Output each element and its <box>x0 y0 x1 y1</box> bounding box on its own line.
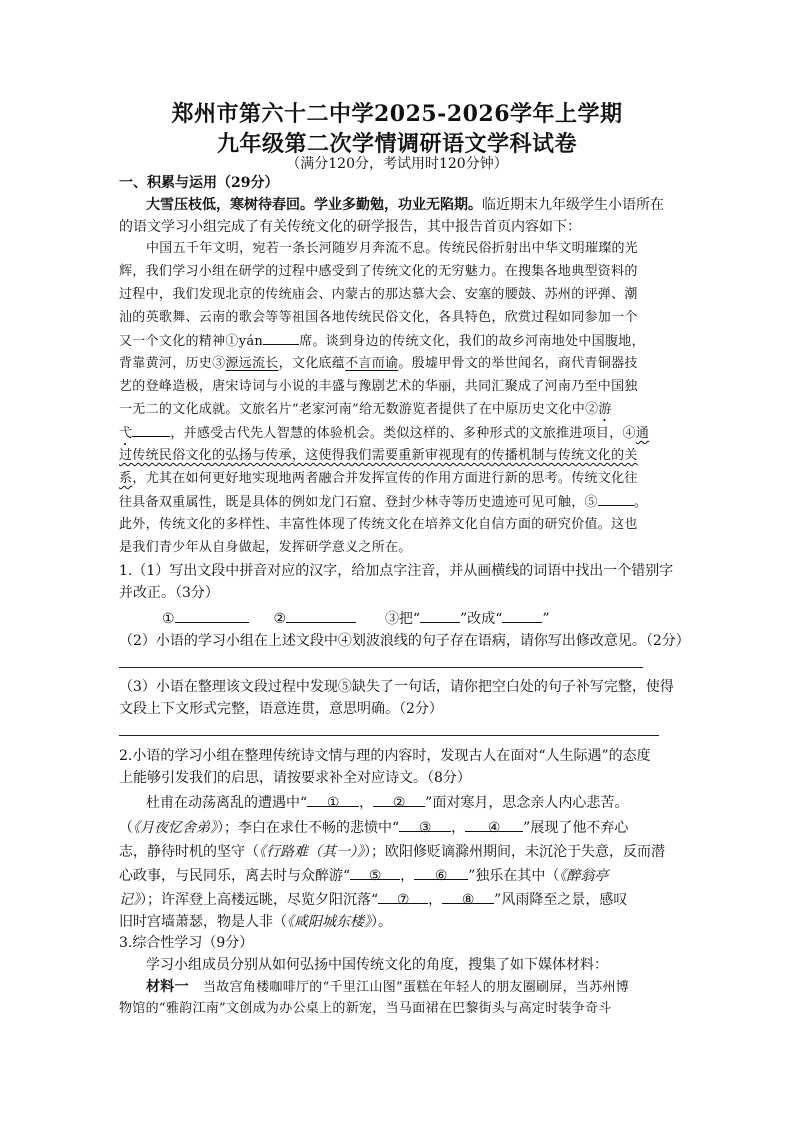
poem-text: ”面对寒月，思念亲人内心悲苦。 <box>425 795 629 811</box>
passage-line <box>119 353 679 375</box>
passage-text: 背靠黄河，历史③ <box>119 356 226 371</box>
answer-line[interactable] <box>119 667 643 668</box>
material-text: 当故宫角楼咖啡厅的“千里江山图”蛋糕在年轻人的朋友圈刷屏，当苏州博 <box>202 980 630 995</box>
passage-text: 一无二的文化成就。文旅名片“老家河南”给无数游览者提供了在中原历史文化中② <box>119 402 599 417</box>
passage-line <box>119 468 679 490</box>
poem-text: ”风雨降至之景，感叹 <box>494 892 628 908</box>
intro-bold: 大雪压枝低，寒树待春回。学业多勤勉，功业无陷期。 <box>146 197 482 213</box>
poem-blank-8[interactable] <box>442 889 494 908</box>
poem-blank-2[interactable] <box>373 792 425 811</box>
poem-blank-3[interactable] <box>399 817 451 836</box>
answer-num: ① <box>162 611 175 627</box>
q1-part2: （2）小语的学习小组在上述文段中④划波浪线的句子存在语病，请你写出修改意见。（2分） <box>119 633 690 649</box>
q1-part3: （3）小语在整理该文段过程中发现⑤缺失了一句话，请你把空白处的句子补写完整，使得 <box>119 679 674 695</box>
answer-blank-2[interactable] <box>286 608 356 623</box>
poem-text: 旧时宫墙萧瑟，物是人非（ <box>119 914 287 930</box>
passage-line <box>119 491 679 514</box>
blank-marker: ④ <box>487 820 501 836</box>
q1-part3: 文段上下文形式完整，语意连贯，意思明确。（2分） <box>119 701 443 717</box>
blank-marker: ③ <box>418 820 432 836</box>
intro-line2: 的语文学习小组完成了有关传统文化的研学报告，其中报告首页内容如下： <box>119 219 581 235</box>
poem-line <box>146 792 679 814</box>
answer-blank-3b[interactable] <box>502 608 542 623</box>
poem-text: ）；李白在求仕不畅的悲愤中“ <box>217 820 400 836</box>
passage-line: 辉，我们学习小组在研学的过程中感受到了传统文化的无穷魅力。在搜集各地典型资料的 <box>119 264 638 279</box>
passage-text: 。殷墟甲骨文的举世闻名，商代青铜器技 <box>398 356 638 371</box>
section-heading: 一、积累与运用（29分） <box>119 175 279 191</box>
q1-answer-row <box>162 608 722 630</box>
blank-marker: ⑧ <box>461 892 475 908</box>
passage-line: 艺的登峰造极，唐宋诗词与小说的丰盛与豫剧艺术的华丽，共同汇聚成了河南乃至中国独 <box>119 379 638 394</box>
poem-text: ）。 <box>371 914 392 930</box>
blank-marker: ⑤ <box>368 868 382 884</box>
passage-line <box>119 330 679 353</box>
citation: 《醉翁亭 <box>559 868 609 884</box>
poem-text: 志，静待时机的坚守（ <box>119 844 259 860</box>
poem-text: 杜甫在动荡离乱的遭遇中“ <box>146 795 308 811</box>
exam-title-line2: 九年级第二次学情调研语文学科试卷 <box>216 131 577 157</box>
poem-text: ， <box>451 820 466 836</box>
exam-title-line1: 郑州市第六十二中学2025-2026学年上学期 <box>171 101 623 127</box>
citation: 《行路难（其一）》 <box>259 844 364 860</box>
q1-stem: 1.（1）写出文段中拼音对应的汉字，给加点字注音，并从画横线的词语中找出一个错别字 <box>119 563 674 579</box>
citation: 记》 <box>119 892 140 908</box>
poem-text: ， <box>359 795 374 811</box>
poem-text: ”独乐在其中（ <box>468 868 560 884</box>
poem-text: ， <box>400 868 415 884</box>
dotted-char: 弋 <box>119 426 133 441</box>
poem-line <box>119 841 679 863</box>
answer-blank-1[interactable] <box>175 608 249 623</box>
intro-rest: 临近期末九年级学生小语所在 <box>482 197 664 213</box>
q2-stem: 上能够引发我们的启思，请按要求补全对应诗文。（8分） <box>119 770 471 786</box>
poem-blank-6[interactable] <box>414 865 468 884</box>
poem-line <box>119 817 679 839</box>
dotted-char: 游 <box>598 402 612 417</box>
answer-text: ③把“ <box>384 611 421 627</box>
q2-stem: 2.小语的学习小组在整理传统诗文情与理的内容时，发现古人在面对“人生际遇”的态度 <box>119 748 651 764</box>
poem-text: （ <box>119 820 133 836</box>
wavy-sentence: 通 <box>635 426 650 441</box>
intro-line1 <box>146 194 679 216</box>
underlined-word: 不言而谕 <box>345 356 399 371</box>
blank-2[interactable] <box>132 422 170 437</box>
q3-intro: 学习小组成员分别从如何弘扬中国传统文化的角度，搜集了如下媒体材料： <box>146 957 608 973</box>
poem-blank-1[interactable] <box>307 792 359 811</box>
underlined-word: 源远流长 <box>225 356 279 371</box>
answer-text: ” <box>542 611 550 627</box>
wavy-sentence: 系 <box>119 471 133 486</box>
material-line: 物馆的“雅韵江南”文创成为办公桌上的新宠，当马面裙在巴黎街头与高定时装争奇斗 <box>119 1001 612 1016</box>
passage-line: 汕的英歌舞、云南的歌会等等祖国各地传统民俗文化，各具特色，欣赏过程如同参加一个 <box>119 310 638 325</box>
poem-text: ， <box>428 892 443 908</box>
blank-marker: ② <box>392 795 406 811</box>
citation: 《咸阳城东楼》 <box>287 914 371 930</box>
passage-line: 中国五千年文明，宛若一条长河随岁月奔流不息。传统民俗折射出中华文明璀璨的光 <box>146 241 639 256</box>
answer-num: ② <box>273 611 287 627</box>
poem-text: 心政事，与民同乐，离去时与众醉游“ <box>119 868 351 884</box>
blank-marker: ① <box>326 795 340 811</box>
poem-blank-7[interactable] <box>378 889 428 908</box>
poem-line <box>119 889 679 911</box>
material-label: 材料一 <box>146 979 189 995</box>
passage-line: 是我们青少年从自身做起，发挥研学意义之所在。 <box>119 540 412 555</box>
material-line <box>146 976 706 999</box>
poem-blank-4[interactable] <box>465 817 523 836</box>
passage-text: 。 <box>633 495 648 510</box>
wavy-sentence: 过传统民俗文化的弘扬与传承，这使得我们需要重新审视现有的传播机制与传统文化的关 <box>119 448 638 463</box>
passage-text: ，文化底蕴 <box>278 356 346 371</box>
passage-text: ，尤其在如何更好地实现地两者融合并发挥宣传的作用方面进行新的思考。传统文化往 <box>132 471 638 486</box>
poem-line <box>119 865 679 887</box>
passage-text: 席。谈到身边的传统文化，我们的故乡河南地处中国腹地， <box>299 334 645 349</box>
answer-text: ”改成“ <box>460 611 503 627</box>
answer-blank-3a[interactable] <box>420 608 460 623</box>
blank-marker: ⑦ <box>396 892 410 908</box>
poem-text: ）；许浑登上高楼远眺，尽览夕阳沉落“ <box>140 892 379 908</box>
blank-marker: ⑥ <box>434 868 448 884</box>
q1-stem: 并改正。（3分） <box>119 585 219 601</box>
poem-line <box>119 911 679 933</box>
passage-line: 过程中，我们发现北京的传统庙会、内蒙古的那达慕大会、安塞的腰鼓、苏州的评弹、潮 <box>119 287 638 302</box>
passage-text: ，并感受古代先人智慧的体验机会。类似这样的、多种形式的文旅推进项目，④ <box>170 426 636 441</box>
answer-line[interactable] <box>119 735 659 736</box>
q3-heading: 3.综合性学习（9分） <box>119 935 254 951</box>
passage-text: 往具备双重属性，既是具体的例如龙门石窟、登封少林寺等历史遗迹可见可触，⑤ <box>119 495 598 510</box>
citation: 《月夜忆舍弟》 <box>133 820 217 836</box>
exam-subtitle: （满分120分，考试用时120分钟） <box>286 156 508 172</box>
pinyin-prompt: 又一个文化的精神①yán <box>119 334 264 349</box>
blank-5[interactable] <box>598 491 634 506</box>
poem-text: ）；欧阳修贬谪滁州期间，未沉沦于失意，反而潜 <box>364 844 665 860</box>
passage-line: 此外，传统文化的多样性、丰富性体现了传统文化在培养文化自信方面的研究价值。这也 <box>119 517 638 532</box>
poem-text: ”展现了他不弃心 <box>523 820 629 836</box>
blank-1[interactable] <box>263 330 299 345</box>
poem-blank-5[interactable] <box>350 865 400 884</box>
